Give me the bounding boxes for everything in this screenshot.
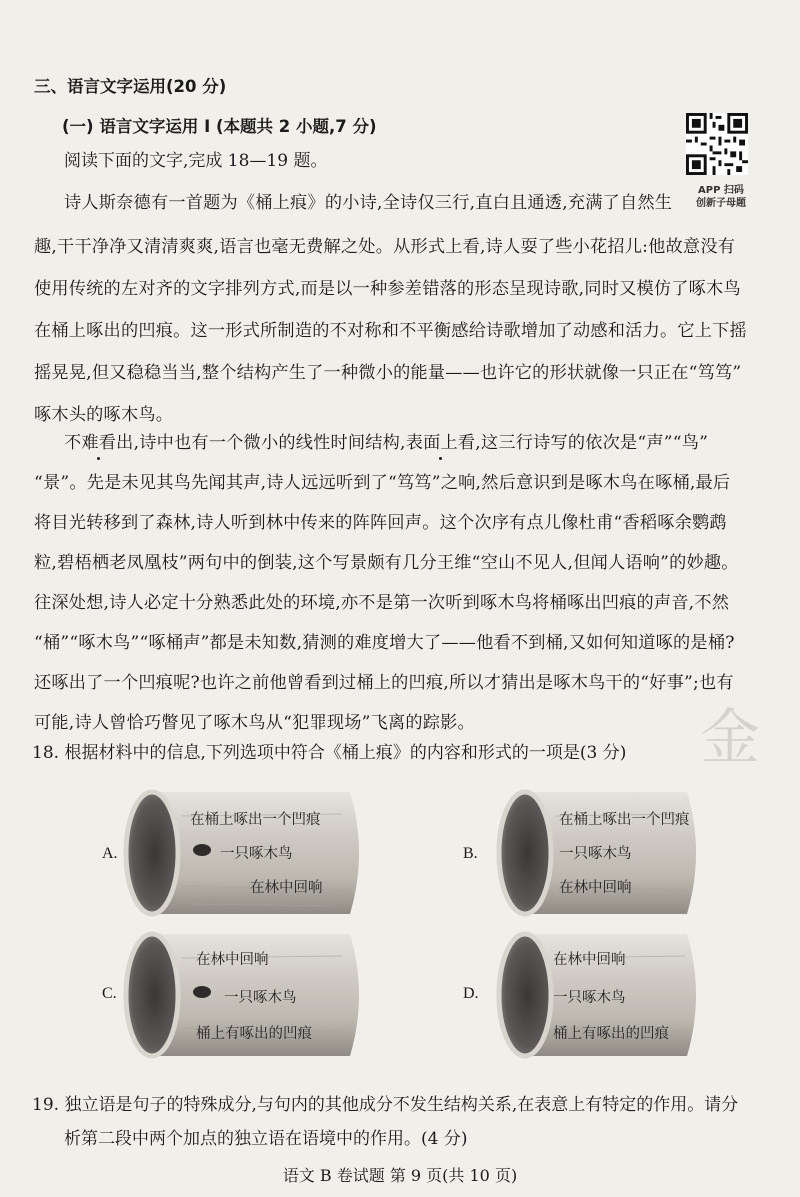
line-segment: ,诗中也有一个微小的线性时间结构,	[133, 433, 406, 453]
qr-caption-line2: 创新子母题	[696, 198, 746, 209]
question-19-line-2: 析第二段中两个加点的独立语在语境中的作用。(4 分)	[64, 1129, 468, 1149]
paragraph-line: 将目光转移到了森林,诗人听到林中传来的阵阵回声。这个次序有点儿像杜甫“香稻啄余鹦鹉	[34, 513, 727, 533]
option-b-label[interactable]: B.	[463, 845, 478, 862]
watermark: 金	[700, 703, 760, 773]
bucket-line-3: 桶上有啄出的凹痕	[553, 1026, 669, 1042]
bucket-line-1: 在林中回响	[553, 952, 626, 968]
qr-caption-line1: APP 扫码	[698, 185, 744, 196]
option-c-bucket[interactable]	[122, 928, 372, 1062]
bucket-line-1: 在桶上啄出一个凹痕	[190, 812, 321, 828]
paragraph-line: “桶”“啄木鸟”“啄桶声”都是未知数,猜测的难度增大了——他看不到桶,又如何知道啄的是桶?	[34, 633, 735, 653]
option-b-bucket[interactable]	[495, 786, 705, 920]
paragraph-line: 还啄出了一个凹痕呢?也许之前他曾看到过桶上的凹痕,所以才猜出是啄木鸟干的“好事”;也有	[34, 673, 734, 693]
bucket-line-1: 在林中回响	[196, 952, 269, 968]
option-d-bucket[interactable]	[495, 928, 705, 1062]
option-a-label[interactable]: A.	[102, 845, 118, 862]
line-segment: ,这三行诗写的依次是“声”“鸟”	[475, 433, 709, 453]
reading-instruction: 阅读下面的文字,完成 18—19 题。	[64, 151, 328, 171]
subsection-title: (一) 语言文字运用 Ⅰ (本题共 2 小题,7 分)	[62, 117, 377, 136]
paragraph-line: “景”。先是未见其鸟先闻其声,诗人远远听到了“笃笃”之响,然后意识到是啄木鸟在啄桶,最后	[34, 473, 731, 493]
page-footer: 语文 B 卷试题 第 9 页(共 10 页)	[282, 1166, 518, 1185]
paragraph-line: 使用传统的左对齐的文字排列方式,而是以一种参差错落的形态呈现诗歌,同时又模仿了啄木鸟	[34, 279, 741, 299]
option-c-label[interactable]: C.	[102, 985, 117, 1002]
paragraph-line: 可能,诗人曾恰巧瞥见了啄木鸟从“犯罪现场”飞离的踪影。	[34, 713, 475, 733]
paragraph-line: 粒,碧梧栖老凤凰枝”两句中的倒装,这个写景颇有几分王维“空山不见人,但闻人语响”的妙趣。	[34, 553, 739, 573]
paragraph-line: 在桶上啄出的凹痕。这一形式所制造的不对称和不平衡感给诗歌增加了动感和活力。它上下摇	[34, 321, 747, 341]
dotted-phrase-2: 表面上看	[405, 433, 476, 453]
bucket-line-2: 一只啄木鸟	[553, 990, 626, 1006]
paragraph-line: 摇晃晃,但又稳稳当当,整个结构产生了一种微小的能量——也许它的形状就像一只正在“笃笃”	[34, 363, 742, 383]
bucket-line-2: 一只啄木鸟	[224, 990, 297, 1006]
paragraph-line: 趣,干干净净又清清爽爽,语言也毫无费解之处。从形式上看,诗人耍了些小花招儿:他故意没有	[34, 237, 736, 257]
option-d-label[interactable]: D.	[463, 985, 479, 1002]
paragraph-line: 往深处想,诗人必定十分熟悉此处的环境,亦不是第一次听到啄木鸟将桶啄出凹痕的声音,不然	[34, 593, 730, 613]
question-18-stem: 18. 根据材料中的信息,下列选项中符合《桶上痕》的内容和形式的一项是(3 分)	[32, 743, 627, 763]
paragraph-line: 诗人斯奈德有一首题为《桶上痕》的小诗,全诗仅三行,直白且通透,充满了自然生	[64, 193, 673, 213]
bucket-line-3: 在林中回响	[559, 880, 632, 896]
paragraph-line: 啄木头的啄木鸟。	[34, 405, 174, 425]
qr-code-icon[interactable]	[686, 113, 748, 175]
question-19-line-1: 19. 独立语是句子的特殊成分,与句内的其他成分不发生结构关系,在表意上有特定的作用。请分	[32, 1095, 739, 1115]
option-a-bucket[interactable]	[122, 786, 372, 920]
bucket-line-3: 在林中回响	[250, 880, 323, 896]
qr-caption	[686, 184, 756, 210]
bucket-line-3: 桶上有啄出的凹痕	[196, 1026, 312, 1042]
section-title: 三、语言文字运用(20 分)	[34, 77, 227, 96]
bucket-line-1: 在桶上啄出一个凹痕	[559, 812, 690, 828]
paragraph-line	[64, 428, 708, 453]
dotted-phrase-1: 不难看出	[64, 433, 134, 453]
bucket-line-2: 一只啄木鸟	[559, 846, 632, 862]
bucket-line-2: 一只啄木鸟	[220, 846, 293, 862]
